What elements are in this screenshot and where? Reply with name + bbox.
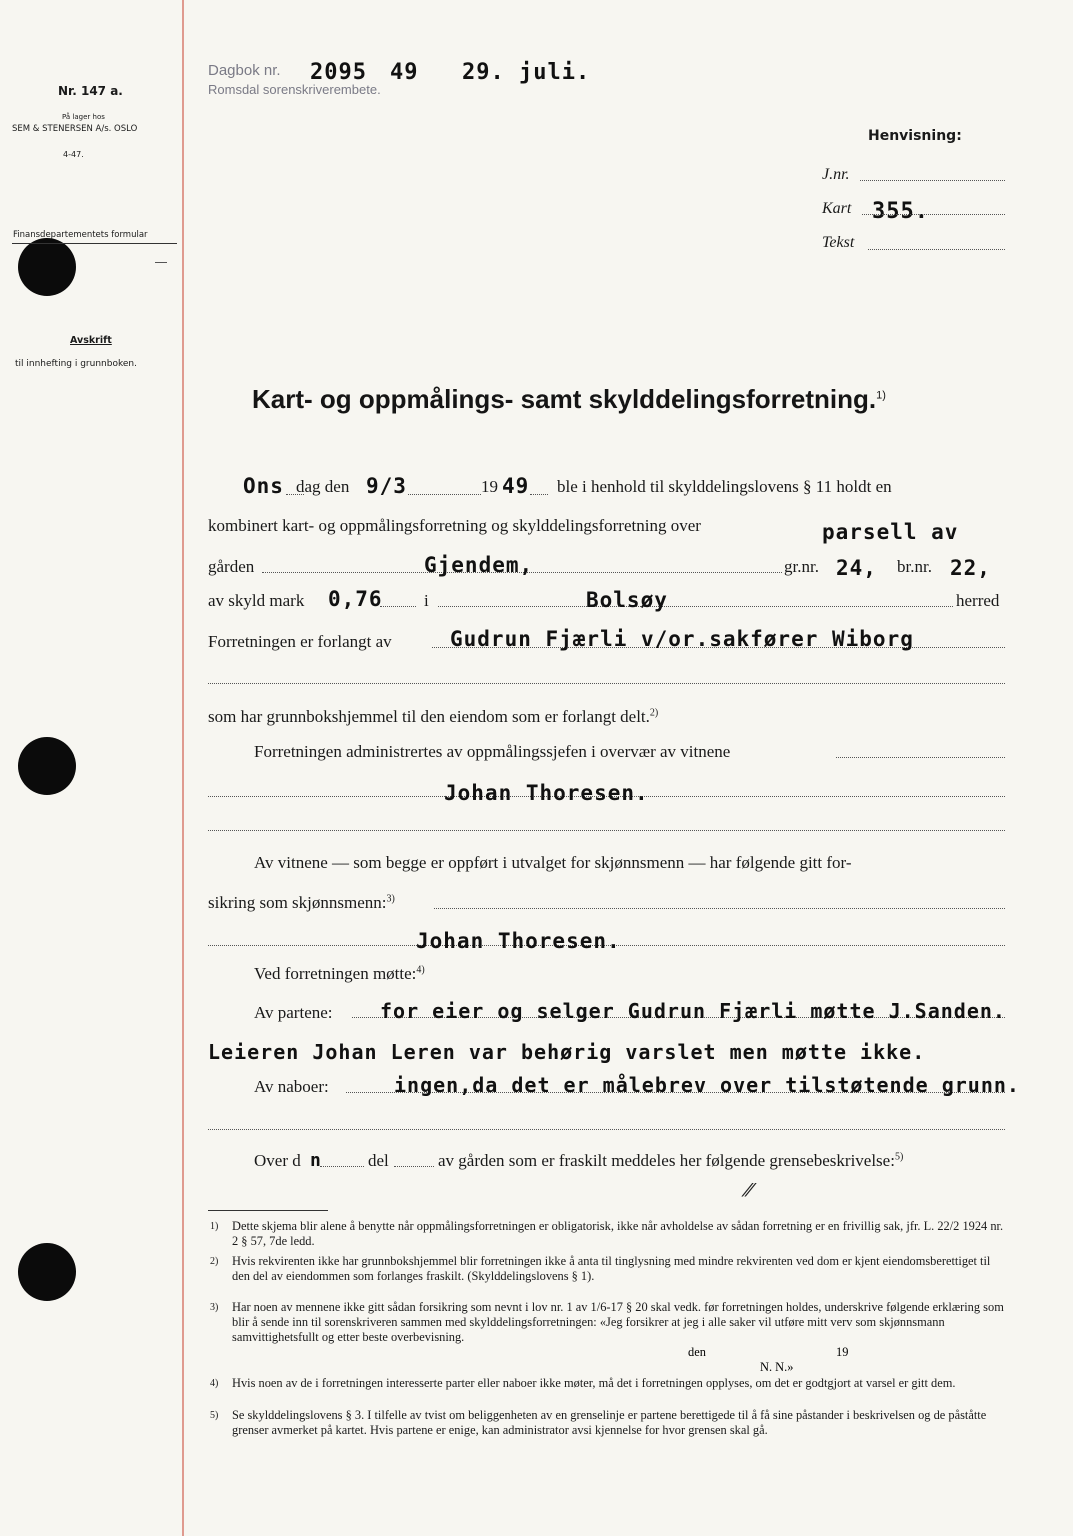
footnote-3-den: den: [688, 1345, 706, 1359]
footnote-separator: [208, 1210, 328, 1211]
punch-hole-top: [18, 238, 76, 296]
stamp-office: Romsdal sorenskriverembete.: [208, 82, 381, 97]
journal-date: 29. juli.: [462, 60, 591, 85]
punch-hole-bottom: [18, 1243, 76, 1301]
copy-label: Avskrift: [70, 335, 112, 346]
footnote-4-num: 4): [210, 1378, 219, 1389]
line2-text: kombinert kart- og oppmålingsforretning og skylddelingsforretning over: [208, 516, 701, 535]
department-underline: [12, 243, 177, 244]
document-title-text: Kart- og oppmålings- samt skylddelingsforretning.: [252, 384, 877, 414]
margin-dash: [155, 262, 167, 263]
av-vitnene-line2-text: sikring som skjønnsmenn:: [208, 893, 387, 912]
herred-value: Bolsøy: [586, 588, 668, 612]
av-vitnene-dots: [434, 908, 1005, 909]
department-label: Finansdepartementets formular: [13, 230, 148, 240]
hand-mark: ⁄⁄: [746, 1180, 753, 1201]
av-vitnene-line1: Av vitnene — som begge er oppført i utvalget for skjønnsmenn — har følgende gitt for-: [254, 853, 852, 872]
footnote-4: [210, 1376, 1007, 1391]
forlangt-value: Gudrun Fjærli v/or.sakfører Wiborg: [450, 627, 914, 651]
grnr-label: gr.nr.: [784, 557, 819, 576]
kart-label: Kart: [822, 200, 852, 217]
hjemmel-text-body: som har grunnbokshjemmel til den eiendom som er forlangt delt.: [208, 707, 650, 726]
av-vitnene-footnote-ref: 3): [386, 893, 395, 905]
forlangt-dots-2: [208, 683, 1005, 684]
hjemmel-text: [208, 707, 658, 727]
partene-value1: for eier og selger Gudrun Fjærli møtte J.Sanden.: [380, 999, 1006, 1023]
skyld-value: 0,76: [328, 587, 383, 611]
stamp-dagbok: Dagbok nr.: [208, 62, 281, 79]
punch-hole-middle: [18, 737, 76, 795]
over-den-dots: [320, 1166, 364, 1167]
journal-number: 2095: [310, 60, 367, 85]
skyld-label: av skyld mark: [208, 591, 305, 610]
herred-label: herred: [956, 591, 1000, 610]
av-garden-text-body: av gården som er fraskilt meddeles her følgende grensebeskrivelse:: [438, 1151, 895, 1170]
partene-label: Av partene:: [254, 1003, 333, 1022]
motte-label: [254, 964, 425, 984]
year-dots: [530, 494, 548, 495]
document-title: [252, 384, 886, 415]
forlangt-label: Forretningen er forlangt av: [208, 632, 392, 651]
vitne-value: Johan Thoresen.: [444, 781, 649, 805]
footnote-1: [210, 1219, 1007, 1249]
jnr-label: J.nr.: [822, 166, 850, 183]
footnote-2-num: 2): [210, 1256, 219, 1267]
footnote-3: [210, 1300, 1007, 1345]
av-garden-text: [438, 1151, 903, 1171]
av-vitnene-line2: [208, 893, 395, 913]
brnr-value: 22,: [950, 556, 991, 580]
grense-footnote-ref: 5): [894, 1151, 904, 1163]
over-den-label: Over d: [254, 1151, 301, 1170]
title-footnote-ref: 1): [876, 389, 886, 402]
del-dots: [394, 1166, 434, 1167]
year-prefix: 19: [481, 477, 498, 496]
naboer-label: Av naboer:: [254, 1077, 329, 1096]
kart-value: 355.: [872, 199, 929, 224]
footnote-1-text: Dette skjema blir alene å benytte når oppmålingsforretningen er obligatorisk, ikke når avholdelse av sådan forretning er en frivillig sak, jfr. L. 22/2 1924 nr. 2 § 57, 7de ledd.: [232, 1219, 1004, 1248]
vitne-dots-2: [208, 830, 1005, 831]
i-label: i: [424, 591, 429, 610]
kart-field: [862, 214, 1005, 215]
admin-dots: [836, 757, 1005, 758]
herred-dots: [438, 606, 953, 607]
brnr-label: br.nr.: [897, 557, 932, 576]
footnote-3-text: Har noen av mennene ikke gitt sådan forsikring som nevnt i lov nr. 1 av 1/6-17 § 20 skal vedk. før forretningen holdes, underskrive følgende erklæring som blir å sende inn til sorenskriveren sammen med skylddelingsforretningen: «Jeg forsikrer at jeg i alle saker vil utføre mitt verv som skjønnsmann samvittighetsfullt og etter beste overbevisning.: [232, 1300, 1004, 1344]
form-number: Nr. 147 a.: [58, 84, 123, 98]
reference-title: Henvisning:: [868, 128, 962, 144]
garden-value: Gjendem,: [424, 553, 534, 577]
partene-value2: Leieren Johan Leren var behørig varslet men møtte ikke.: [208, 1040, 926, 1064]
date-dots: [408, 494, 481, 495]
footnote-3-num: 3): [210, 1302, 219, 1313]
publisher-line1: På lager hos: [62, 113, 105, 121]
date-value: 9/3: [366, 474, 407, 498]
journal-year: 49: [390, 60, 419, 85]
tekst-field: [868, 249, 1005, 250]
skyld-dots: [380, 606, 416, 607]
copy-purpose: til innhefting i grunnboken.: [15, 359, 137, 369]
naboer-dots-2: [208, 1129, 1005, 1130]
margin-rule: [182, 0, 184, 1536]
motte-label-text: Ved forretningen møtte:: [254, 964, 417, 983]
admin-text: Forretningen administrertes av oppmålingssjefen i overvær av vitnene: [254, 742, 731, 761]
footnote-3-sign: N. N.»: [760, 1360, 794, 1374]
footnote-1-num: 1): [210, 1221, 219, 1232]
day-value: Ons: [243, 474, 284, 498]
naboer-value: ingen,da det er målebrev over tilstøtende grunn.: [394, 1073, 1020, 1097]
jnr-field: [860, 180, 1005, 181]
dag-den-label: dag den: [296, 477, 350, 496]
footnote-3-year: 19: [836, 1345, 849, 1359]
hjemmel-footnote-ref: 2): [649, 707, 659, 719]
garden-label: gården: [208, 557, 255, 576]
footnote-5-num: 5): [210, 1410, 219, 1421]
grnr-value: 24,: [836, 556, 877, 580]
over-den-value: n: [310, 1150, 322, 1171]
footnote-4-text: Hvis noen av de i forretningen interesserte parter eller naboer ikke møter, må det i forretningen opplyses, om det er godtgjort at varsel er gitt dem.: [232, 1376, 956, 1390]
footnote-5-text: Se skylddelingslovens § 3. I tilfelle av tvist om beliggenheten av en grenselinje er partene berettigede til å få sine påstander i beskrivelsen og de påståtte grenser avmerket på kartet. Hvis partene er enige, kan administrator avsi kjennelse for hvor grensen skal gå.: [232, 1408, 987, 1437]
skjonn-value: Johan Thoresen.: [416, 929, 621, 953]
over-value: parsell av: [822, 520, 959, 544]
date-code: 4-47.: [63, 150, 84, 159]
tekst-label: Tekst: [822, 234, 855, 251]
footnote-2: [210, 1254, 1007, 1284]
footnote-2-text: Hvis rekvirenten ikke har grunnbokshjemmel blir forretningen ikke å anta til tinglysning med mindre rekvirenten ved dom er kjent eiendomsberettiget til den del av eiendommen som forlanges fraskilt. (Skylddelingslovens § 1).: [232, 1254, 991, 1283]
footnote-5: [210, 1408, 1007, 1438]
line1-rest: ble i henhold til skylddelingslovens § 11 holdt en: [557, 477, 892, 496]
motte-footnote-ref: 4): [416, 964, 425, 976]
del-label: del: [368, 1151, 389, 1170]
year-value: 49: [502, 474, 530, 498]
publisher-line2: SEM & STENERSEN A/s. OSLO: [12, 124, 138, 134]
